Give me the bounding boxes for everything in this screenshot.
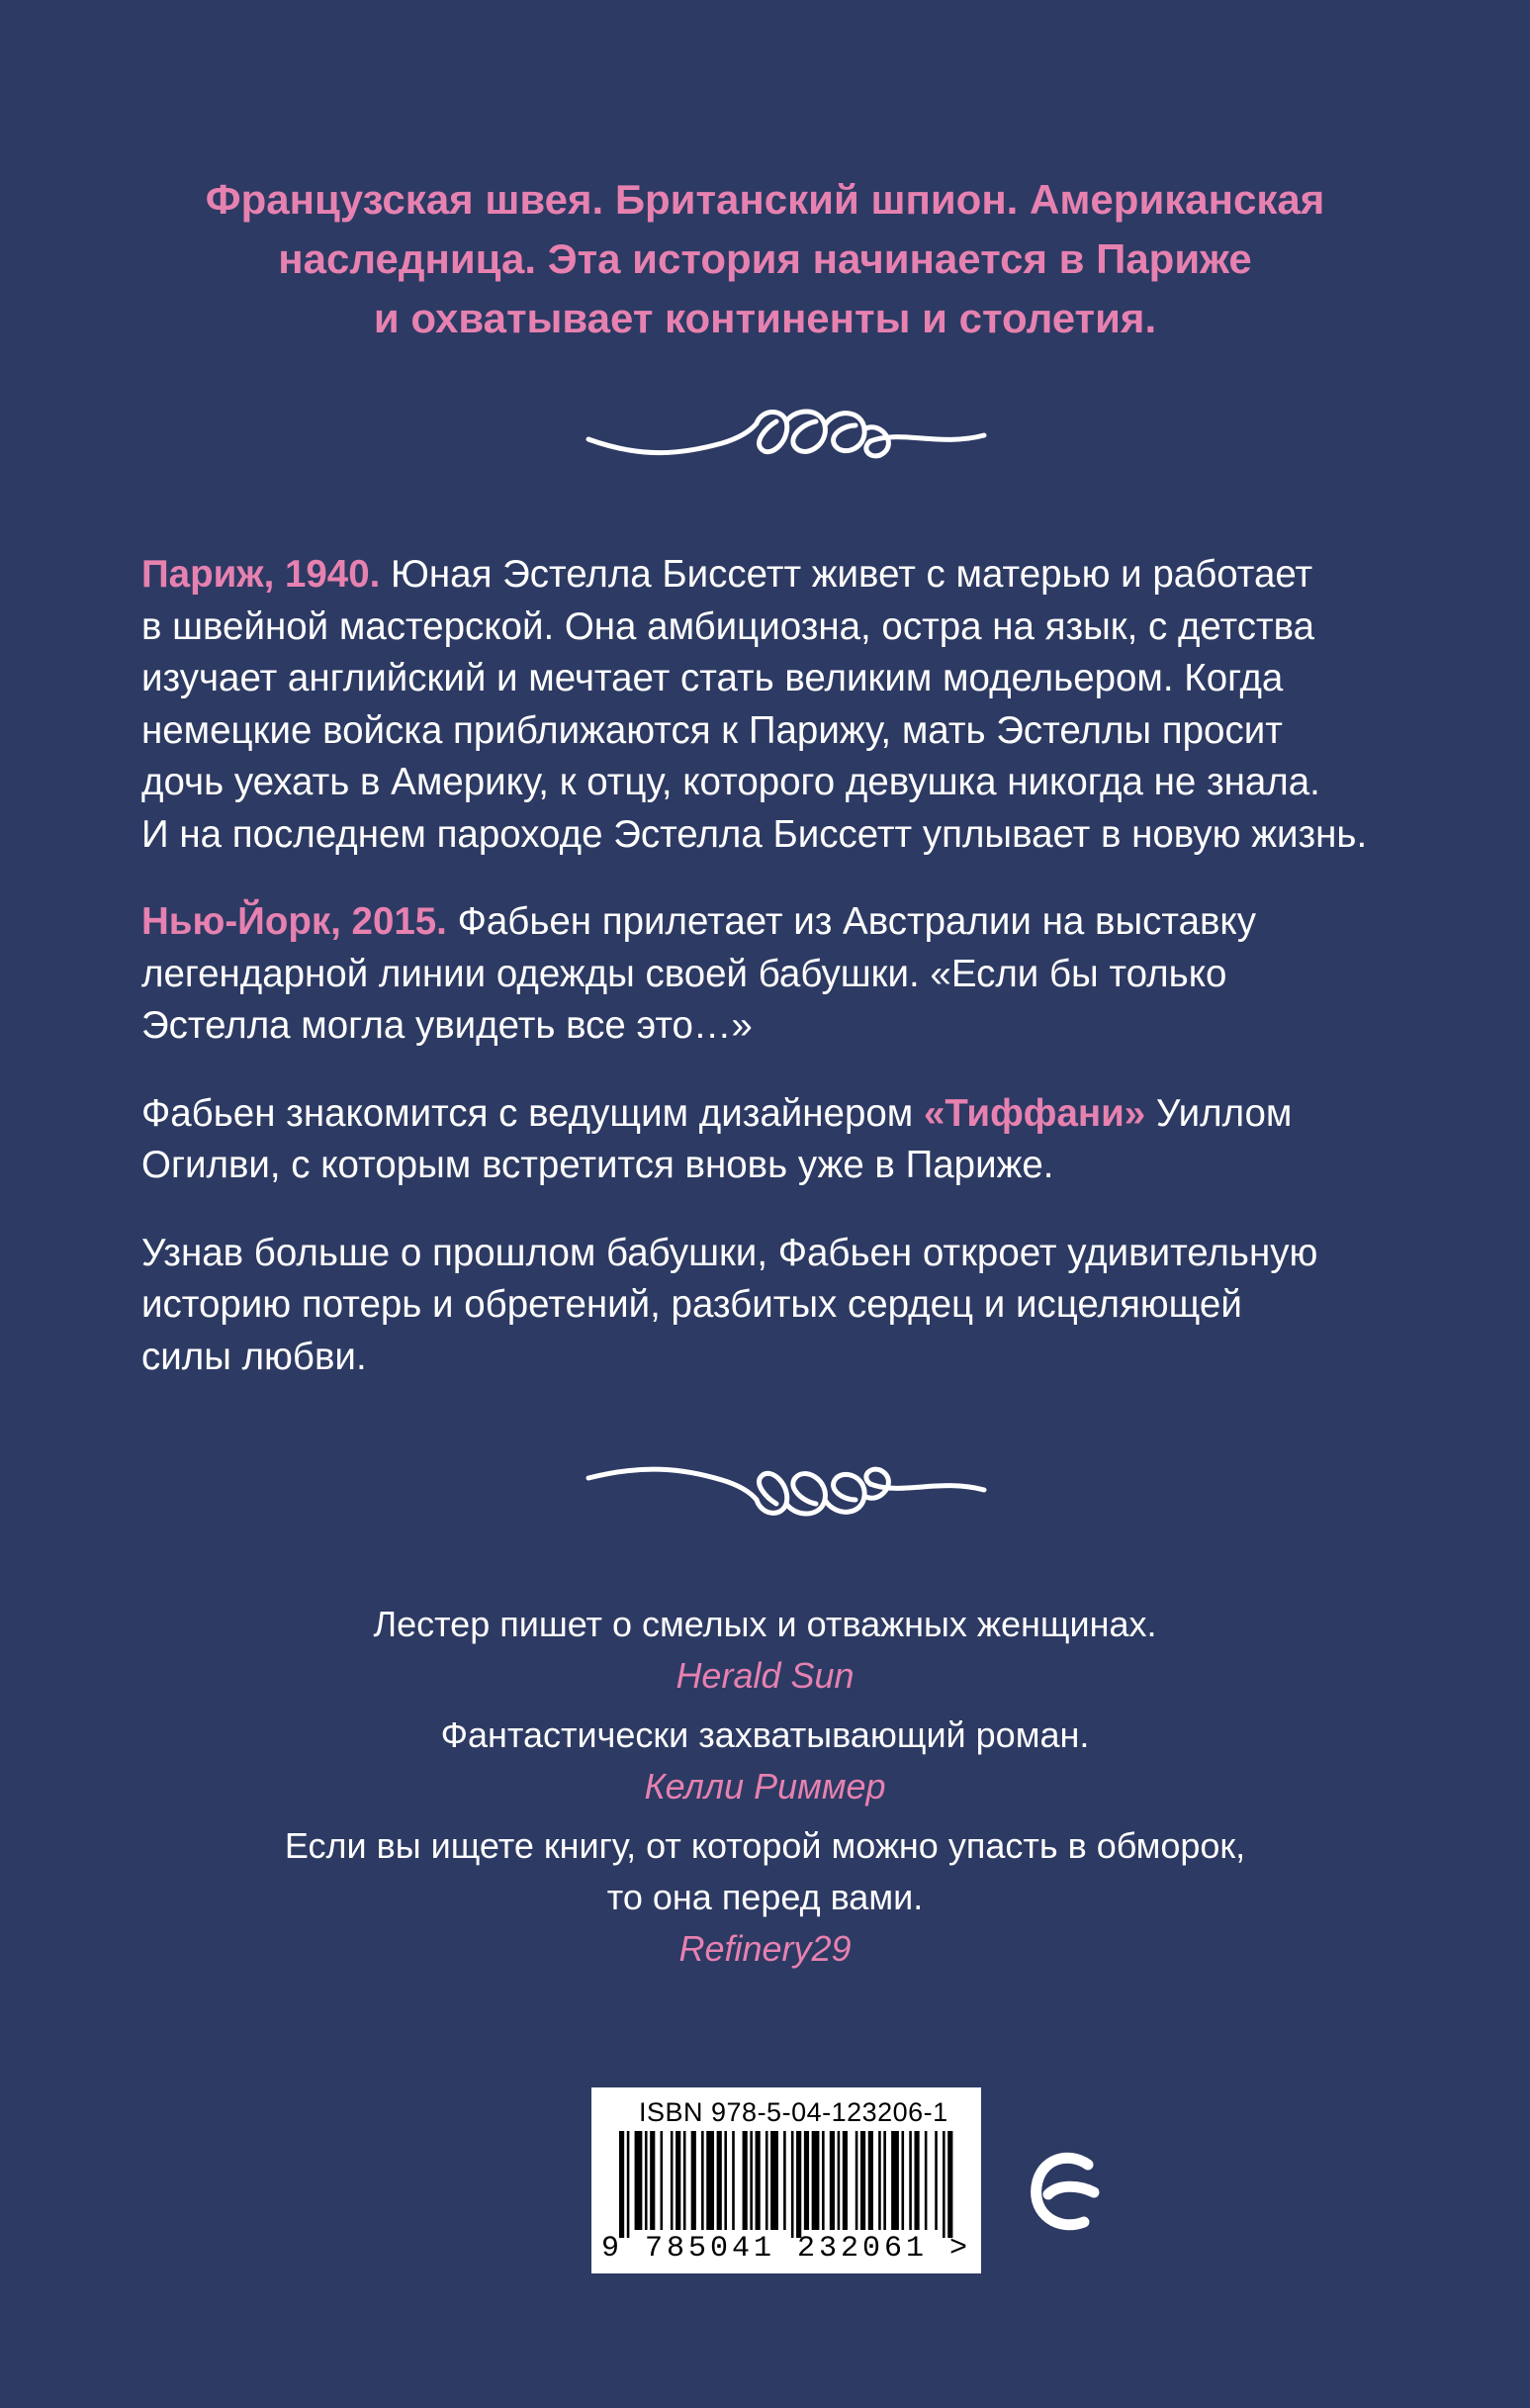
paragraph-lead: Нью-Йорк, 2015. <box>141 900 447 943</box>
paragraph-line: историю потерь и обретений, разбитых сердец и исцеляющей <box>141 1283 1242 1326</box>
barcode-bar <box>783 2131 786 2230</box>
barcode-bars <box>619 2131 955 2238</box>
paragraph-line: силы любви. <box>141 1335 367 1378</box>
barcode-bar <box>860 2131 865 2230</box>
paragraph-line: Юная Эстелла Биссетт живет с матерью и работает <box>380 553 1313 596</box>
barcode-bar <box>925 2131 928 2230</box>
barcode-bar <box>701 2131 704 2230</box>
paragraph-new-york <box>141 896 1412 1053</box>
barcode-bar <box>838 2131 841 2230</box>
paragraph-line: И на последнем пароходе Эстелла Биссетт уплывает в новую жизнь. <box>141 812 1368 856</box>
barcode-bar <box>675 2131 680 2230</box>
barcode-bar <box>812 2131 820 2230</box>
paragraph-line: немецкие войска приближаются к Парижу, мать Эстеллы просит <box>141 708 1283 752</box>
barcode-bar <box>661 2131 664 2230</box>
barcode-bar <box>627 2131 630 2238</box>
barcode-bar <box>743 2131 748 2230</box>
paragraph-line: Эстелла могла увидеть все это…» <box>141 1004 753 1047</box>
barcode-bar <box>935 2131 938 2230</box>
barcode-bar <box>756 2131 761 2230</box>
review-quotes <box>158 1599 1372 1983</box>
tagline <box>158 170 1372 348</box>
barcode-bar <box>909 2131 912 2230</box>
quote-text: Если вы ищете книгу, от которой можно упасть в обморок, <box>284 1825 1246 1866</box>
flourish-ornament-icon <box>584 400 989 489</box>
barcode-bar <box>947 2131 952 2238</box>
paragraph-line: дочь уехать в Америку, к отцу, которого девушка никогда не знала. <box>141 761 1320 803</box>
barcode-bar <box>891 2131 899 2230</box>
flourish-ornament-icon <box>584 1436 989 1526</box>
barcode-bar <box>868 2131 873 2230</box>
barcode-bar <box>791 2131 794 2238</box>
paragraph-line: Фабьен знакомится с ведущим дизайнером <box>141 1091 924 1135</box>
isbn-label: ISBN 978-5-04-123206-1 <box>639 2097 948 2127</box>
barcode-bar <box>683 2131 686 2230</box>
paragraph-paris <box>141 549 1412 861</box>
barcode-bar <box>855 2131 858 2230</box>
barcode-bar <box>671 2131 674 2230</box>
paragraph-line: Узнав больше о прошлом бабушки, Фабьен откроет удивительную <box>141 1231 1318 1274</box>
barcode-bar <box>901 2131 904 2230</box>
tagline-line: Французская швея. Британский шпион. Американская <box>205 176 1325 223</box>
barcode-bar <box>796 2131 801 2238</box>
quote-source: Herald Sun <box>675 1655 855 1696</box>
ean-digits: 9 785041 232061 > <box>601 2232 972 2266</box>
paragraph-line: Огилви, с которым встретится вновь уже в Париже. <box>141 1144 1054 1186</box>
barcode-bar <box>765 2131 768 2230</box>
barcode-bar <box>770 2131 778 2230</box>
barcode-bar <box>650 2131 655 2230</box>
paragraph-line: изучает английский и мечтает стать великим модельером. Когда <box>141 657 1284 699</box>
barcode-bar <box>717 2131 722 2230</box>
barcode-bar <box>822 2131 825 2230</box>
barcode-bar <box>706 2131 714 2230</box>
quote <box>158 1599 1372 1702</box>
quote-source: Refinery29 <box>678 1928 852 1969</box>
paragraph-line: в швейной мастерской. Она амбициозна, остра на язык, с детства <box>141 604 1315 648</box>
isbn-barcode <box>591 2087 981 2273</box>
paragraph-line: легендарной линии одежды своей бабушки. «Если бы только <box>141 952 1227 995</box>
quote-text: Лестер пишет о смелых и отважных женщинах. <box>373 1604 1157 1644</box>
tagline-line: и охватывает континенты и столетия. <box>373 295 1157 341</box>
paragraph-designer <box>141 1088 1412 1192</box>
paragraph-closing <box>141 1228 1412 1384</box>
barcode-bar <box>732 2131 735 2230</box>
quote-text: то она перед вами. <box>606 1877 924 1917</box>
quote <box>158 1710 1372 1812</box>
description <box>141 549 1412 1419</box>
barcode-bar <box>943 2131 945 2238</box>
barcode-bar <box>750 2131 753 2230</box>
barcode-bar <box>914 2131 919 2230</box>
barcode-bar <box>804 2131 809 2230</box>
paragraph-line: Уиллом <box>1145 1091 1293 1135</box>
quote <box>158 1820 1372 1975</box>
barcode-bar <box>619 2131 624 2238</box>
barcode-bar <box>724 2131 727 2230</box>
quote-text: Фантастически захватывающий роман. <box>440 1714 1090 1755</box>
barcode-bar <box>843 2131 848 2230</box>
barcode-bar <box>830 2131 835 2230</box>
brand-name: «Тиффани» <box>923 1091 1146 1135</box>
paragraph-lead: Париж, 1940. <box>141 553 381 596</box>
barcode-bar <box>635 2131 643 2230</box>
publisher-logo-icon <box>1029 2145 1104 2240</box>
quote-source: Келли Риммер <box>644 1766 886 1806</box>
barcode-bar <box>691 2131 696 2230</box>
paragraph-line: Фабьен прилетает из Австралии на выставку <box>446 900 1256 943</box>
barcode-bar <box>883 2131 886 2230</box>
barcode-bar <box>645 2131 648 2230</box>
tagline-line: наследница. Эта история начинается в Париже <box>278 235 1252 282</box>
barcode-bar <box>878 2131 881 2230</box>
